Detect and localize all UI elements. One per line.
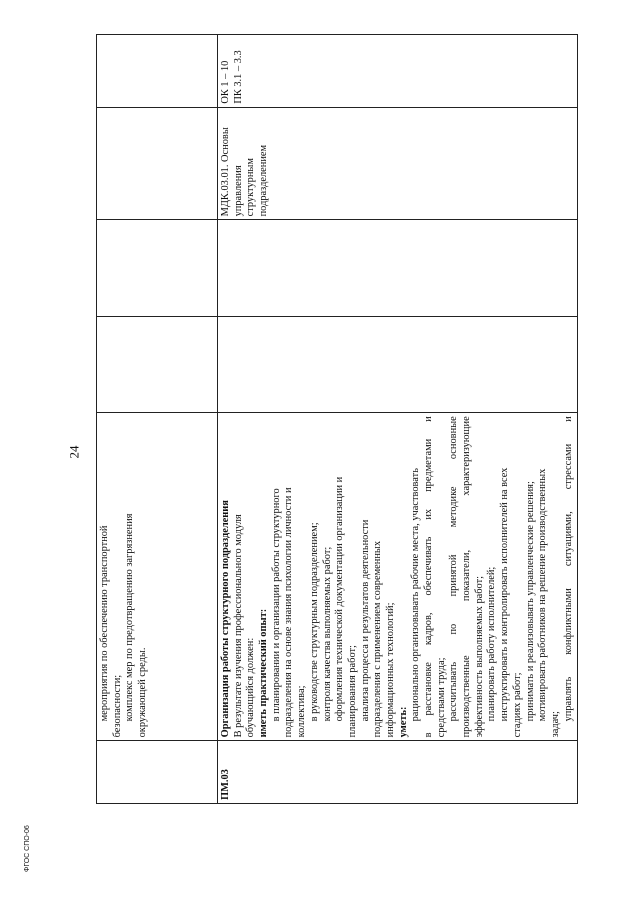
hours-max-cell xyxy=(218,316,578,412)
description-line: мероприятия по обеспечению транспортной xyxy=(99,525,110,722)
hours-required-cell xyxy=(97,220,218,316)
code-cell xyxy=(97,741,218,804)
description-line: задач; xyxy=(549,711,561,738)
description-line: комплекс мер по предотвращению загрязнения xyxy=(124,513,136,722)
mdk-cell xyxy=(97,107,218,220)
hours-max-cell xyxy=(97,316,218,412)
description-line: в расстановке кадров, обеспечивать их предметами и xyxy=(423,416,434,738)
table-row xyxy=(97,35,218,804)
description-line: безопасности; xyxy=(111,674,123,738)
page-number: 24 xyxy=(66,445,82,459)
description-line: окружающей среды. xyxy=(137,647,149,738)
description-line: в планировании и организации работы структурного xyxy=(270,488,282,722)
hours-required-cell xyxy=(218,220,578,316)
description-line: рационально организовывать рабочие места, участвовать xyxy=(410,468,422,722)
description-line: принимать и реализовывать управленческие решения; xyxy=(524,481,536,722)
rotated-page xyxy=(96,34,574,804)
description-line: подразделения на основе знания психологии личности и xyxy=(283,487,295,738)
description-line: управлять конфликтными ситуациями, стрессами и xyxy=(562,416,574,722)
module-code: ПМ.03 xyxy=(218,741,578,804)
description-cell xyxy=(218,413,578,741)
description-line: средствами труда; xyxy=(435,657,447,738)
description-line: инструктировать и контролировать исполнителей на всех xyxy=(499,467,511,722)
description-line: информационных технологий; xyxy=(384,602,396,738)
mdk-cell: МДК.03.01. Основы управления структурным подразделением xyxy=(218,107,578,220)
description-line: эффективность выполняемых работ; xyxy=(473,575,485,738)
description-line: обучающийся должен: xyxy=(245,637,257,738)
footer-mark: ФГОС СПО-06 xyxy=(24,825,31,872)
curriculum-table xyxy=(96,34,578,804)
description-line: планировать работу исполнителей; xyxy=(486,566,498,722)
description-cell xyxy=(97,413,218,741)
section-heading: иметь практический опыт: xyxy=(258,608,270,738)
description-line: В результате изучения профессионального модуля xyxy=(232,514,244,738)
description-line: в руководстве структурным подразделением; xyxy=(308,522,320,722)
competency-general: ОК 1 – 10 xyxy=(220,60,231,104)
description-line: стадиях работ; xyxy=(511,672,523,738)
description-line: планирования работ; xyxy=(346,645,358,738)
description-line: контроля качества выполняемых работ; xyxy=(321,546,333,722)
description-line: мотивировать работников на решение производственных xyxy=(537,468,549,722)
description-line: подразделения с применением современных xyxy=(372,540,384,738)
description-line: производственные показатели, характеризующие xyxy=(461,416,473,738)
competencies-cell xyxy=(218,35,578,108)
section-heading: уметь: xyxy=(397,706,409,738)
table-row xyxy=(218,35,578,804)
description-line: оформления технической документации организации и xyxy=(334,476,346,722)
competency-professional: ПК 3.1 – 3.3 xyxy=(232,50,244,104)
competencies-cell xyxy=(97,35,218,108)
section-heading: Организация работы структурного подразделения xyxy=(220,500,231,738)
description-line: анализа процесса и результатов деятельности xyxy=(359,519,371,722)
description-line: рассчитывать по принятой методике основные xyxy=(448,416,460,722)
description-line: коллектива; xyxy=(296,685,308,738)
